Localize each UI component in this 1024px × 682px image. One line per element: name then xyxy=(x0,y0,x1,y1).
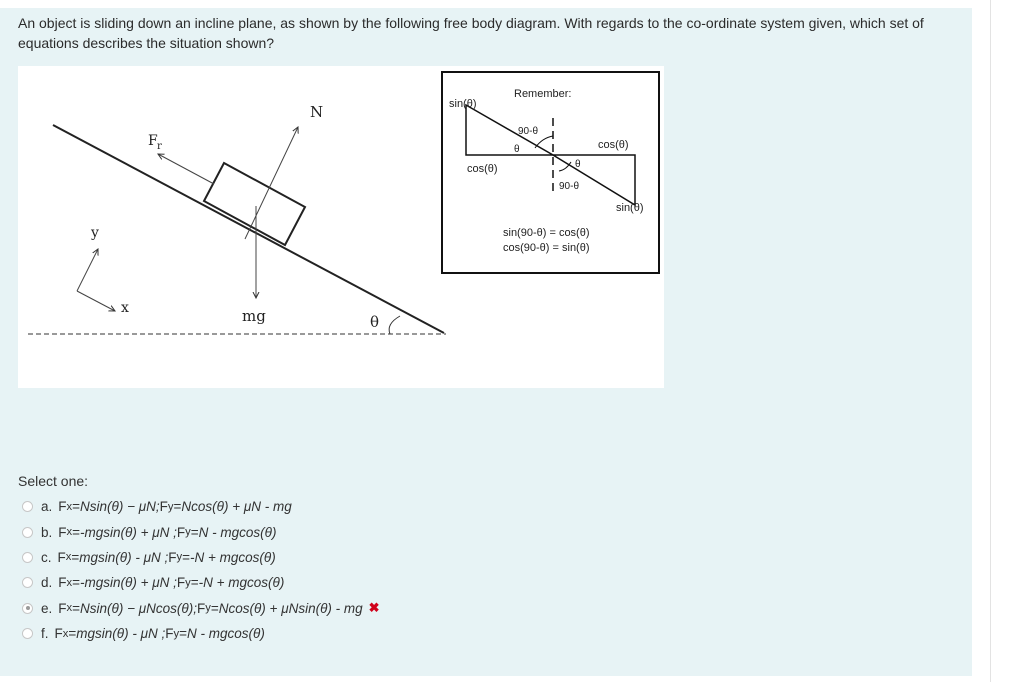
equals: = xyxy=(72,600,81,616)
force-symbol: F xyxy=(58,575,67,591)
label-friction: F xyxy=(148,133,158,149)
equals: = xyxy=(182,549,191,565)
label-theta: θ xyxy=(370,313,380,331)
force-symbol: F xyxy=(57,549,66,565)
subscript-x: x xyxy=(66,576,73,589)
remember-cos-right: cos(θ) xyxy=(598,139,629,151)
option-letter: c. xyxy=(41,549,52,565)
option-b[interactable] xyxy=(22,519,380,544)
radio-d[interactable] xyxy=(22,577,33,588)
radio-a[interactable] xyxy=(22,501,33,512)
option-c[interactable] xyxy=(22,545,380,570)
force-symbol: F xyxy=(165,626,174,642)
answer-options xyxy=(22,494,380,646)
radio-b[interactable] xyxy=(22,527,33,538)
radio-c[interactable] xyxy=(22,552,33,563)
remember-theta-top: θ xyxy=(514,144,520,155)
force-symbol: F xyxy=(54,626,63,642)
incline-line xyxy=(53,125,444,333)
force-symbol: F xyxy=(176,524,186,540)
subscript-y: y xyxy=(176,551,183,564)
option-letter: e. xyxy=(41,600,53,616)
free-body-diagram xyxy=(18,66,664,388)
remember-identity-2: cos(90-θ) = sin(θ) xyxy=(503,242,590,254)
equals: = xyxy=(210,600,219,616)
subscript-x: x xyxy=(66,526,73,539)
friction-force-arrow xyxy=(158,154,214,184)
subscript-y: y xyxy=(205,602,211,615)
equation-y: -N + mgcos(θ) xyxy=(198,575,285,591)
equation-x: -mgsin(θ) + μN ; xyxy=(80,575,177,591)
label-y: y xyxy=(91,225,99,241)
equals: = xyxy=(190,575,199,591)
subscript-x: x xyxy=(66,500,73,513)
equation-y: Ncos(θ) + μNsin(θ) - mg xyxy=(218,600,363,616)
page-divider xyxy=(990,0,991,682)
equals: = xyxy=(173,499,182,515)
label-normal: N xyxy=(310,103,324,121)
equation-y: N - mgcos(θ) xyxy=(187,626,265,642)
option-letter: b. xyxy=(41,524,53,540)
equals: = xyxy=(72,524,81,540)
equation-y: -N + mgcos(θ) xyxy=(190,549,276,565)
option-letter: a. xyxy=(41,499,53,515)
remember-sin-right: sin(θ) xyxy=(616,202,644,214)
remember-90-bottom: 90-θ xyxy=(559,181,580,192)
force-symbol: F xyxy=(58,499,67,515)
equals: = xyxy=(68,626,77,642)
equation-x: Nsin(θ) − μN; xyxy=(80,499,160,515)
remember-identity-1: sin(90-θ) = cos(θ) xyxy=(503,227,590,239)
label-mg: mg xyxy=(242,307,266,325)
remember-box xyxy=(442,72,659,273)
free-body-diagram-figure xyxy=(18,66,664,388)
subscript-y: y xyxy=(173,627,180,640)
equals: = xyxy=(72,575,81,591)
equation-x: Nsin(θ) − μNcos(θ); xyxy=(80,600,197,616)
subscript-y: y xyxy=(185,576,191,589)
force-symbol: F xyxy=(176,575,186,591)
remember-theta-bottom: θ xyxy=(575,159,581,170)
subscript-y: y xyxy=(167,500,174,513)
remember-title: Remember: xyxy=(514,88,572,100)
option-d[interactable] xyxy=(22,570,380,595)
option-f[interactable] xyxy=(22,621,380,646)
equals: = xyxy=(71,549,80,565)
subscript-x: x xyxy=(65,551,72,564)
remember-cos-left: cos(θ) xyxy=(467,163,498,175)
force-symbol: F xyxy=(159,499,168,515)
equation-x: -mgsin(θ) + μN ; xyxy=(80,524,177,540)
subscript-x: x xyxy=(66,602,73,615)
radio-e[interactable] xyxy=(22,603,33,614)
equation-x: mgsin(θ) - μN ; xyxy=(76,626,166,642)
label-friction-subscript: r xyxy=(157,141,162,152)
select-one-prompt: Select one: xyxy=(18,473,89,489)
question-text: An object is sliding down an incline plane, as shown by the following free body diagram. With regards to the co-ordinate system given, which set of equations describes the situation shown? xyxy=(18,15,924,51)
incorrect-icon: ✖ xyxy=(368,600,380,616)
equation-y: Ncos(θ) + μN - mg xyxy=(181,499,292,515)
option-letter: f. xyxy=(41,626,49,642)
force-symbol: F xyxy=(196,600,206,616)
option-e[interactable] xyxy=(22,596,380,621)
equals: = xyxy=(72,499,81,515)
equation-x: mgsin(θ) - μN ; xyxy=(79,549,169,565)
equation-y: N - mgcos(θ) xyxy=(198,524,277,540)
label-x: x xyxy=(121,300,129,316)
option-a[interactable] xyxy=(22,494,380,519)
radio-f[interactable] xyxy=(22,628,33,639)
remember-sin-left: sin(θ) xyxy=(449,98,477,110)
subscript-x: x xyxy=(62,627,69,640)
x-axis-arrow xyxy=(77,291,115,311)
subscript-y: y xyxy=(185,526,191,539)
force-symbol: F xyxy=(58,600,67,616)
equals: = xyxy=(179,626,188,642)
force-symbol: F xyxy=(168,549,177,565)
option-letter: d. xyxy=(41,575,53,591)
equals: = xyxy=(190,524,199,540)
theta-arc xyxy=(389,316,400,334)
remember-90-top: 90-θ xyxy=(518,126,539,137)
force-symbol: F xyxy=(58,524,67,540)
y-axis-arrow xyxy=(77,249,98,291)
